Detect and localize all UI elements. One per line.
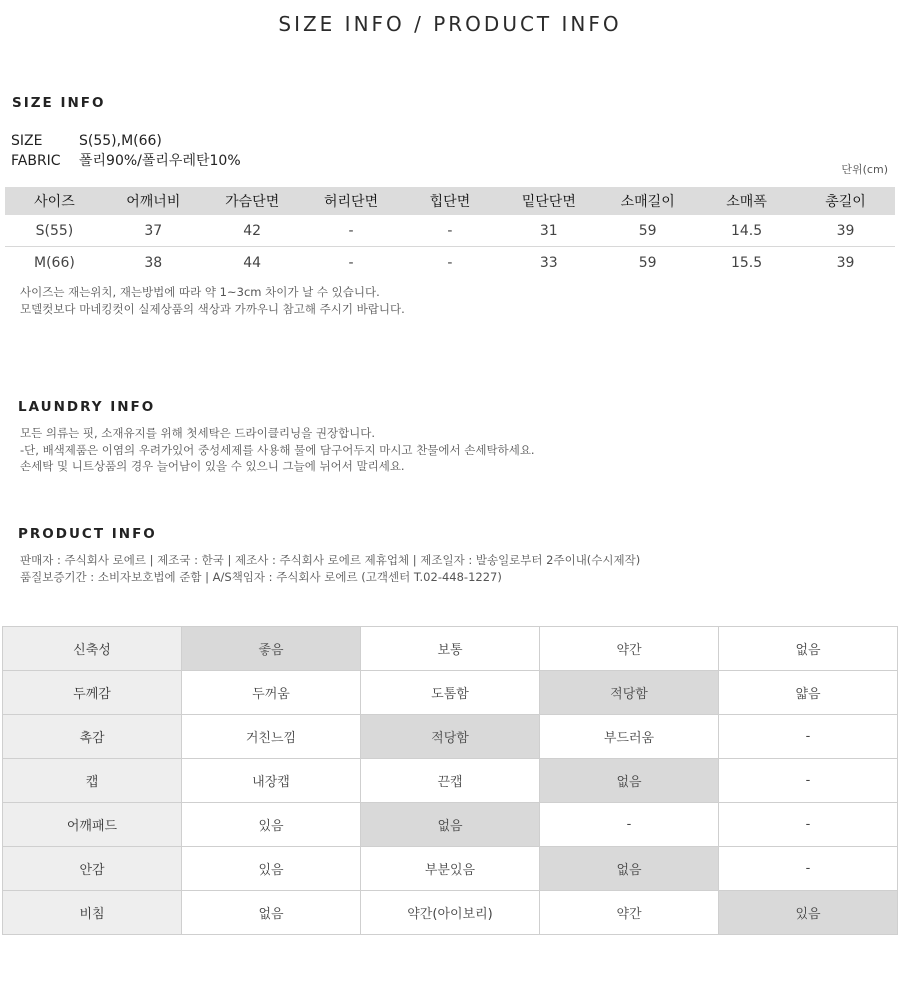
fabric-spec	[11, 150, 241, 170]
col-header-shoulder: 어깨너비	[104, 187, 203, 215]
attribute-option: -	[540, 803, 719, 847]
attribute-option: 거친느낌	[182, 715, 361, 759]
attribute-label: 신축성	[3, 627, 182, 671]
size-table-header	[5, 187, 895, 215]
table-cell: 38	[144, 254, 163, 271]
table-cell: -	[447, 254, 453, 271]
attribute-option: 없음	[719, 627, 898, 671]
table-cell: 59	[598, 215, 697, 247]
col-header-chest: 가슴단면	[203, 187, 302, 215]
attribute-option: 끈캡	[361, 759, 540, 803]
attribute-option: -	[719, 715, 898, 759]
table-cell: 37	[104, 215, 203, 247]
table-cell: 14.5	[697, 215, 796, 247]
product-note-line: 판매자 : 주식회사 로에르 | 제조국 : 한국 | 제조사 : 주식회사 로에르 제휴업체 | 제조일자 : 발송일로부터 2주이내(수시제작)	[20, 553, 641, 567]
attribute-row	[3, 891, 898, 935]
attribute-option: -	[719, 803, 898, 847]
attribute-option: 약간	[540, 627, 719, 671]
table-cell: 39	[796, 215, 895, 247]
attribute-option: 적당함	[540, 671, 719, 715]
attribute-option: 약간	[540, 891, 719, 935]
attribute-row	[3, 715, 898, 759]
attribute-option: 좋음	[182, 627, 361, 671]
attribute-row	[3, 759, 898, 803]
size-note-line: 사이즈는 재는위치, 재는방법에 따라 약 1~3cm 차이가 날 수 있습니다.	[20, 285, 380, 299]
size-spec-label: SIZE	[11, 133, 43, 149]
table-cell: 59	[638, 254, 657, 271]
table-row	[5, 247, 895, 279]
table-row	[5, 215, 895, 247]
table-cell: -	[302, 215, 401, 247]
table-cell: 39	[836, 254, 855, 271]
attribute-option: 보통	[361, 627, 540, 671]
attribute-option: 도톰함	[361, 671, 540, 715]
table-cell: -	[348, 254, 354, 271]
size-info-heading: SIZE INFO	[12, 95, 106, 111]
col-header-sleeve-length: 소매길이	[598, 187, 697, 215]
laundry-info-heading: LAUNDRY INFO	[18, 399, 156, 415]
size-spec-value: S(55),M(66)	[79, 133, 162, 149]
laundry-note-line: -단, 배색제품은 이염의 우려가있어 중성세제를 사용해 물에 담구어두지 마시고 찬물에서 손세탁하세요.	[20, 442, 535, 457]
attribute-label: 두께감	[3, 671, 182, 715]
attribute-option: 있음	[719, 891, 898, 935]
laundry-note-line: 손세탁 및 니트상품의 경우 늘어남이 있을 수 있으니 그늘에 뉘어서 말리세요.	[20, 459, 405, 473]
attribute-option: 있음	[182, 847, 361, 891]
unit-label: 단위(cm)	[841, 163, 888, 176]
attribute-row	[3, 627, 898, 671]
table-cell: 42	[203, 215, 302, 247]
laundry-notes	[20, 425, 535, 475]
col-header-size: 사이즈	[5, 187, 104, 215]
attribute-option: 부드러움	[540, 715, 719, 759]
attribute-label: 안감	[3, 847, 182, 891]
size-table	[5, 187, 895, 278]
attribute-option: -	[719, 759, 898, 803]
attribute-label: 어깨패드	[3, 803, 182, 847]
attribute-option: 적당함	[361, 715, 540, 759]
product-note-line: 품질보증기간 : 소비자보호법에 준함 | A/S책임자 : 주식회사 로에르 (고객센터 T.02-448-1227)	[20, 569, 502, 584]
attribute-label: 비침	[3, 891, 182, 935]
table-cell: 44	[243, 254, 262, 271]
col-header-total-length: 총길이	[796, 187, 895, 215]
table-cell: 31	[499, 215, 598, 247]
product-info-heading: PRODUCT INFO	[18, 526, 157, 542]
attribute-option: 없음	[182, 891, 361, 935]
attribute-option: 두꺼움	[182, 671, 361, 715]
table-cell: 33	[539, 254, 558, 271]
attribute-option: 없음	[540, 759, 719, 803]
fabric-spec-label: FABRIC	[11, 153, 61, 169]
attribute-option: 부분있음	[361, 847, 540, 891]
attribute-row	[3, 803, 898, 847]
page-title: SIZE INFO / PRODUCT INFO	[278, 12, 622, 36]
col-header-sleeve-width: 소매폭	[697, 187, 796, 215]
size-spec	[11, 133, 162, 149]
col-header-waist: 허리단면	[302, 187, 401, 215]
attribute-option: 약간(아이보리)	[361, 891, 540, 935]
table-cell: -	[401, 215, 500, 247]
attribute-option: 없음	[540, 847, 719, 891]
attribute-option: 없음	[361, 803, 540, 847]
col-header-hem: 밑단단면	[499, 187, 598, 215]
attribute-table	[2, 626, 898, 935]
attribute-option: -	[719, 847, 898, 891]
attribute-row	[3, 671, 898, 715]
product-notes	[20, 552, 640, 585]
table-cell: S(55)	[5, 215, 104, 247]
fabric-spec-value: 폴리90%/폴리우레탄10%	[79, 153, 241, 169]
laundry-note-line: 모든 의류는 핏, 소재유지를 위해 첫세탁은 드라이클리닝을 권장합니다.	[20, 426, 376, 440]
size-notes	[20, 284, 405, 317]
attribute-row	[3, 847, 898, 891]
attribute-option: 얇음	[719, 671, 898, 715]
attribute-label: 캡	[3, 759, 182, 803]
attribute-label: 촉감	[3, 715, 182, 759]
table-cell: 15.5	[730, 254, 763, 271]
attribute-option: 있음	[182, 803, 361, 847]
col-header-hip: 힙단면	[401, 187, 500, 215]
attribute-option: 내장캡	[182, 759, 361, 803]
table-cell: M(66)	[34, 254, 75, 271]
size-note-line: 모델컷보다 마네킹컷이 실제상품의 색상과 가까우니 참고해 주시기 바랍니다.	[20, 301, 405, 316]
